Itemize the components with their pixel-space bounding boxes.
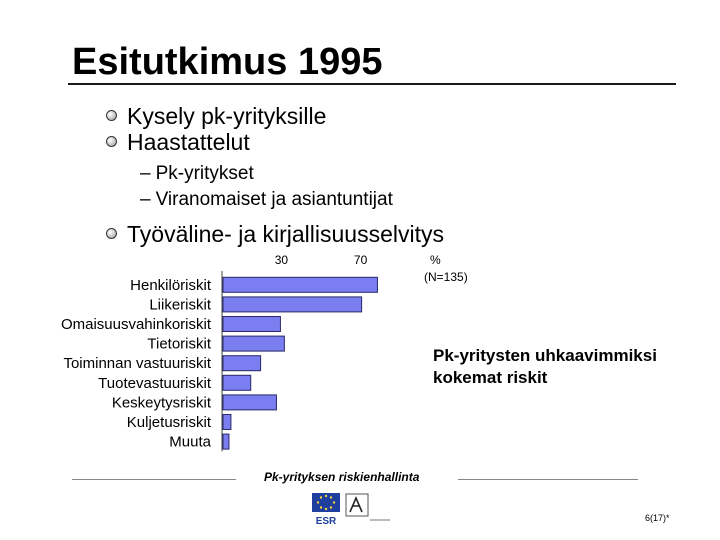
x-tick-label: 70 bbox=[353, 253, 368, 267]
bullet-text: Kysely pk-yrityksille bbox=[127, 103, 327, 129]
caption-line-2: kokemat riskit bbox=[433, 368, 548, 387]
bar bbox=[223, 277, 377, 292]
slide-title: Esitutkimus 1995 bbox=[72, 41, 383, 83]
bullet-text: Työväline- ja kirjallisuusselvitys bbox=[127, 221, 444, 247]
esr-logo-label: ESR bbox=[315, 516, 337, 526]
dash-icon: – bbox=[140, 189, 151, 210]
bar bbox=[223, 395, 276, 410]
category-label: Henkilöriskit bbox=[130, 276, 211, 294]
footer-title: Pk-yrityksen riskienhallinta bbox=[264, 470, 420, 484]
category-label: Tuotevastuuriskit bbox=[98, 374, 211, 392]
bar bbox=[223, 375, 251, 390]
bar bbox=[223, 297, 362, 312]
bar bbox=[223, 317, 280, 332]
category-label: Toiminnan vastuuriskit bbox=[63, 355, 211, 373]
category-label: Omaisuusvahinkoriskit bbox=[60, 316, 211, 333]
bar bbox=[223, 415, 231, 430]
x-tick-label: 30 bbox=[274, 253, 289, 267]
bar bbox=[223, 434, 229, 449]
unit-label: % bbox=[430, 253, 441, 267]
ministry-logo-icon bbox=[344, 492, 392, 526]
bar bbox=[223, 356, 261, 371]
footer-rule-left bbox=[72, 479, 236, 480]
category-label: Tietoriskit bbox=[147, 335, 211, 353]
slide-number: 6(17)* bbox=[645, 513, 670, 523]
category-label: Keskeytysriskit bbox=[111, 394, 211, 412]
chart-caption bbox=[433, 345, 657, 389]
bar bbox=[223, 336, 284, 351]
subbullet-text: Viranomaiset ja asiantuntijat bbox=[155, 189, 393, 210]
category-label: Kuljetusriskit bbox=[126, 414, 211, 431]
esr-logo-icon bbox=[308, 492, 344, 526]
dash-icon: – bbox=[140, 163, 151, 184]
footer-rule-right bbox=[458, 479, 638, 480]
category-label: Muuta bbox=[169, 433, 211, 451]
subbullet-text: Pk-yritykset bbox=[155, 163, 254, 184]
caption-line-1: Pk-yritysten uhkaavimmiksi bbox=[433, 346, 657, 365]
bullet-text: Haastattelut bbox=[127, 129, 250, 155]
category-label: Liikeriskit bbox=[149, 296, 211, 314]
sample-size-label: (N=135) bbox=[424, 270, 468, 284]
